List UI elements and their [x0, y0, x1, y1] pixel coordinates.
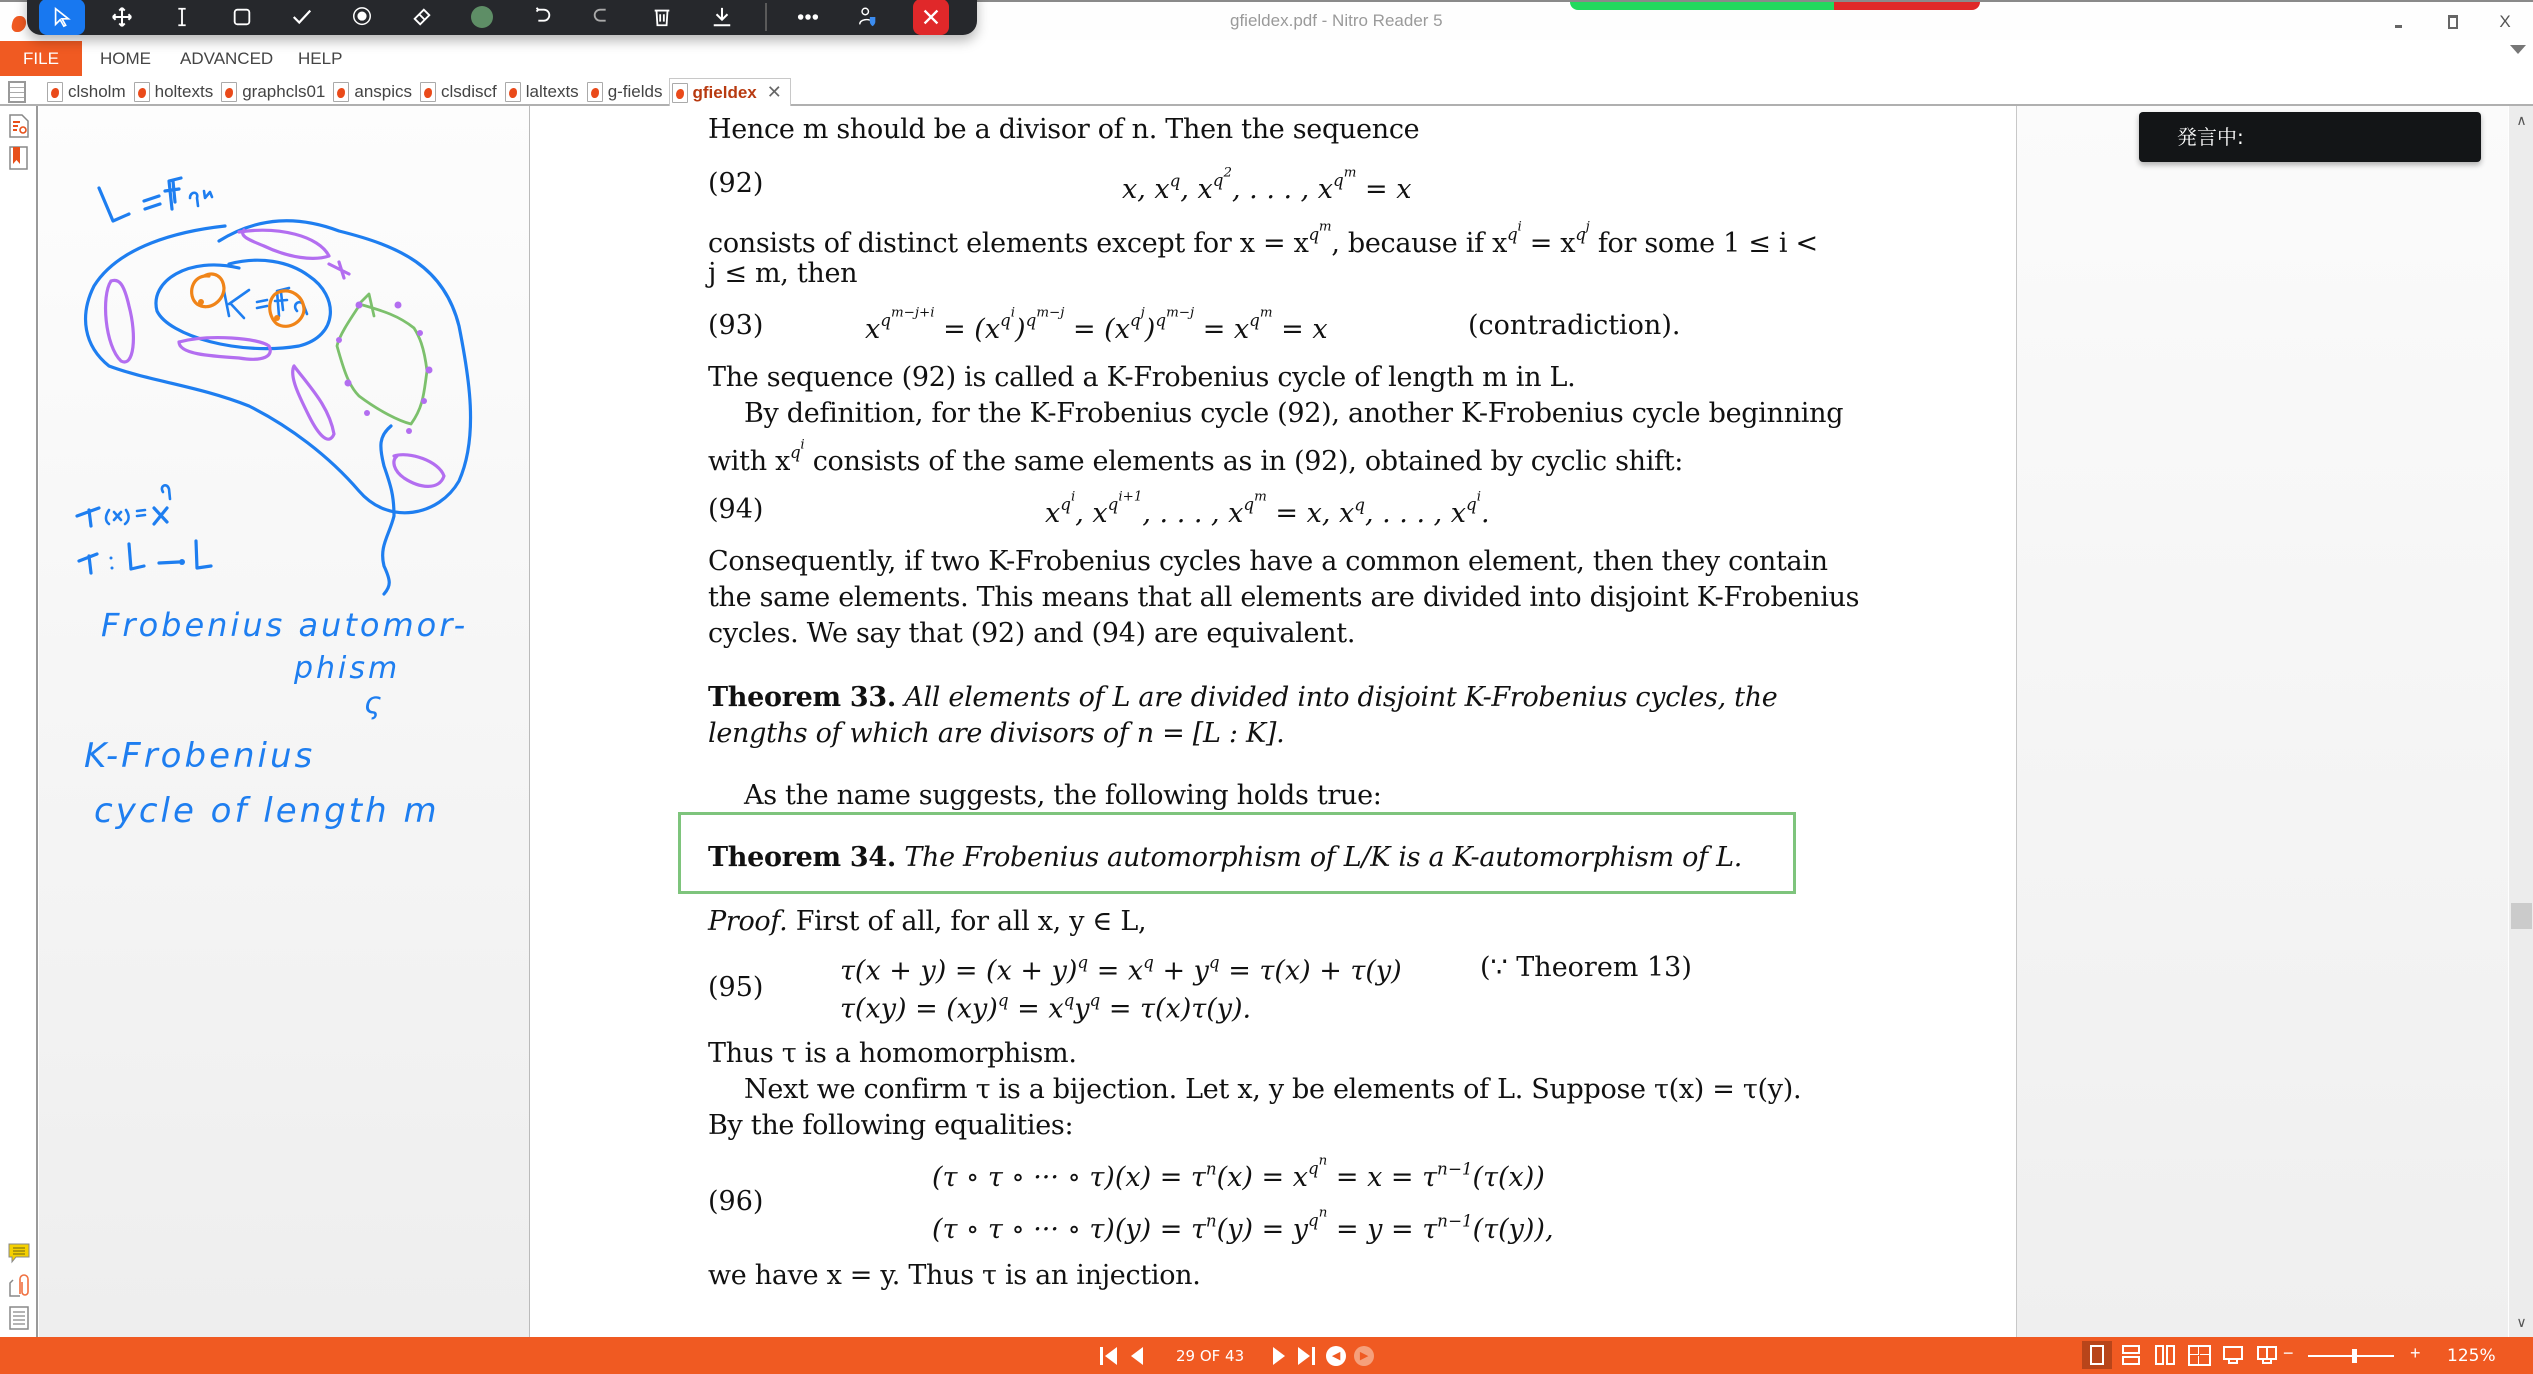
- ribbon-expand-icon[interactable]: [2510, 45, 2526, 54]
- pan-tool-button[interactable]: [99, 0, 145, 35]
- text-line: Next we confirm τ is a bijection. Let x, y be elements of L. Suppose τ(x) = τ(y).: [744, 1074, 1802, 1105]
- spotlight-tool-button[interactable]: [339, 0, 385, 35]
- eq95-a2: = x: [1088, 955, 1144, 987]
- previous-page-icon: [1130, 1347, 1144, 1365]
- text-line: Thus τ is a homomorphism.: [708, 1038, 1077, 1069]
- text-with: with x: [708, 446, 790, 478]
- close-icon: [920, 6, 942, 28]
- pdf-file-icon: [221, 82, 237, 102]
- equation-96-line2: (τ ∘ τ ∘ ··· ∘ $\tau)(y) = \tau^n(y) = y^{q^n} = y = \tau^{n-1}(\tau(y))$,: [932, 1206, 1554, 1246]
- tab-laltexts[interactable]: [503, 78, 585, 106]
- menu-bar: [0, 41, 2533, 76]
- close-icon: X: [2499, 12, 2511, 31]
- text-consists-same: consists of the same elements as in (92), obtained by cyclic shift:: [804, 446, 1684, 478]
- page-navigation: [1100, 1337, 1382, 1374]
- scroll-down-icon[interactable]: ∨: [2516, 1314, 2527, 1330]
- equation-number-92: (92): [708, 168, 764, 199]
- text-line: Consequently, if two K-Frobenius cycles have a common element, then they contain: [708, 546, 1828, 577]
- eq95-a3: + y: [1153, 955, 1209, 987]
- first-page-icon: [1100, 1347, 1120, 1365]
- attachments-icon[interactable]: [8, 1274, 30, 1298]
- text-line: As the name suggests, the following holds true:: [744, 780, 1382, 811]
- equation-93: $x^{q^{m-j+i}} = (x^{q^i})^{q^{m-j}} = (x^{q^j})^{q^{m-j}} = x^{q^m} = x$: [865, 306, 1328, 346]
- delete-button[interactable]: [639, 0, 685, 35]
- tab-label: g-fields: [607, 82, 663, 101]
- text-line: the same elements. This means that all elements are divided into disjoint K-Frobenius: [708, 582, 1860, 613]
- download-button[interactable]: [699, 0, 745, 35]
- close-tab-icon[interactable]: ✕: [766, 82, 782, 102]
- window-title: gfieldex.pdf - Nitro Reader 5: [1230, 11, 1443, 30]
- participants-button[interactable]: [845, 0, 891, 35]
- tab-g-fields[interactable]: [585, 78, 669, 106]
- tab-clsdiscf[interactable]: [418, 78, 503, 106]
- view-facing[interactable]: [2150, 1341, 2180, 1369]
- page-list-icon[interactable]: [8, 1306, 30, 1330]
- zoom-level[interactable]: 125%: [2447, 1346, 2496, 1366]
- tab-anspics[interactable]: [331, 78, 418, 106]
- theorem-34: [708, 842, 1742, 873]
- nitro-logo-icon: [10, 16, 27, 32]
- tab-clsholm[interactable]: [45, 78, 132, 106]
- left-sidebar: [0, 106, 38, 1337]
- eq95-b4: = τ(x)τ(y).: [1100, 993, 1252, 1025]
- document-tab-bar: [0, 78, 2533, 106]
- tab-label: holtexts: [154, 82, 214, 101]
- equation-number-93: (93): [708, 310, 764, 341]
- document-view[interactable]: [530, 106, 2508, 1337]
- text-line: By definition, for the K-Frobenius cycle (92), another K-Frobenius cycle beginning: [744, 398, 1844, 429]
- pdf-file-icon: [333, 82, 349, 102]
- theorem-34-label: Theorem 34.: [708, 842, 896, 873]
- theorem-34-text: The Frobenius automorphism of L/K is a K-automorphism of L.: [904, 842, 1742, 873]
- text-line: By the following equalities:: [708, 1110, 1074, 1141]
- whiteboard-panel[interactable]: [39, 106, 530, 1337]
- single-page-icon: [2090, 1345, 2104, 1365]
- shape-tool-button[interactable]: [219, 0, 265, 35]
- equation-number-94: (94): [708, 494, 764, 525]
- tab-holtexts[interactable]: [132, 78, 220, 106]
- note-s: ς: [364, 686, 385, 721]
- note-frobenius-automorphism: Frobenius automor-: [101, 606, 469, 644]
- tab-label: gfieldex: [692, 82, 757, 102]
- undo-button[interactable]: [519, 0, 565, 35]
- text-line: j ≤ m, then: [708, 258, 858, 289]
- theorem-33-continued: lengths of which are divisors of n = [L : K].: [708, 718, 1285, 749]
- zoom-slider[interactable]: [2308, 1355, 2394, 1357]
- undo-icon: [531, 6, 553, 28]
- menu-file[interactable]: FILE: [0, 41, 82, 76]
- eq96-b: (τ ∘ τ ∘ ··· ∘ τ)(y) = τ: [932, 1214, 1206, 1246]
- trash-icon: [651, 6, 673, 28]
- annotation-toolbar: [27, 0, 977, 35]
- tab-label: laltexts: [525, 82, 579, 101]
- pdf-file-icon: [587, 82, 603, 102]
- equation-95-reference: (∵ Theorem 13): [1480, 952, 1692, 983]
- redo-button[interactable]: [579, 0, 625, 35]
- eq95-b2: = x: [1008, 993, 1064, 1025]
- text-tool-button[interactable]: [159, 0, 205, 35]
- back-icon: ◀: [1331, 1350, 1341, 1362]
- maximize-icon: [2448, 15, 2458, 29]
- note-phism: phism: [294, 651, 401, 686]
- text-for-some: for some 1 ≤ i <: [1589, 228, 1818, 260]
- proof-label: Proof.: [708, 906, 788, 937]
- eraser-icon: [411, 6, 433, 28]
- minimize-icon: [2395, 25, 2402, 28]
- text-line: The sequence (92) is called a K-Frobenius cycle of length m in L.: [708, 362, 1576, 393]
- zoom-out-button[interactable]: −: [2283, 1343, 2294, 1363]
- tab-list-icon[interactable]: [8, 81, 26, 103]
- pdf-page: [530, 106, 2017, 1337]
- eq96-a2: (x) = x: [1216, 1162, 1308, 1194]
- theorem-33-text: All elements of L are divided into disjoint K-Frobenius cycles, the: [904, 682, 1778, 713]
- equation-number-96: (96): [708, 1186, 764, 1217]
- tab-label: anspics: [354, 82, 413, 101]
- recording-bar-red: [1834, 2, 1980, 10]
- color-picker-button[interactable]: [459, 0, 505, 35]
- tab-graphcls01[interactable]: [219, 78, 331, 106]
- equation-95-line2: $\tau(xy) = (xy)^q = x^qy^q = \tau(x)\tau(y)$.: [840, 990, 1252, 1025]
- view-continuous[interactable]: [2116, 1341, 2146, 1369]
- last-page-icon: [1296, 1347, 1316, 1365]
- pointer-icon: [51, 6, 73, 28]
- text-line: we have x = y. Thus τ is an injection.: [708, 1260, 1201, 1291]
- note-k-frobenius: K-Frobenius: [84, 736, 316, 776]
- pdf-file-icon: [134, 82, 150, 102]
- facing-continuous-icon: [2188, 1345, 2211, 1366]
- close-window-button[interactable]: [2492, 10, 2518, 34]
- pdf-file-icon: [420, 82, 436, 102]
- eq96-b4: (τ(y)),: [1472, 1214, 1554, 1246]
- maximize-button[interactable]: [2440, 10, 2466, 34]
- note-cycle-of-length: cycle of length m: [94, 791, 440, 831]
- text-cursor-icon: [171, 6, 193, 28]
- vertical-scrollbar[interactable]: [2508, 106, 2533, 1337]
- previous-page-button[interactable]: [1130, 1347, 1144, 1365]
- theorem-33: [708, 682, 1777, 713]
- forward-icon: ▶: [1359, 1350, 1369, 1362]
- presentation-icon: [2223, 1346, 2243, 1364]
- eq96-b2: (y) = y: [1216, 1214, 1309, 1246]
- equation-92: x, $x^q$, $x^{q^2}$, . . . , $x^{q^m} = x$: [1122, 166, 1412, 206]
- pdf-file-icon: [47, 82, 63, 102]
- eq96-a: (τ ∘ τ ∘ ··· ∘ τ)(x) = τ: [932, 1162, 1206, 1194]
- proof-start: [708, 906, 1146, 937]
- more-button[interactable]: [785, 0, 831, 35]
- menu-help[interactable]: HELP: [298, 49, 343, 68]
- text-line: with $x^{q^i}$ consists of the same elements as in (92), obtained by cyclic shift:: [708, 438, 1684, 478]
- text-line: [708, 114, 1419, 145]
- eq96-a4: (τ(x)): [1472, 1162, 1545, 1194]
- text-because: , because if x: [1331, 228, 1508, 260]
- status-bar: [0, 1337, 2533, 1374]
- tab-gfieldex[interactable]: [669, 78, 791, 108]
- menu-advanced[interactable]: ADVANCED: [180, 49, 274, 68]
- first-page-button[interactable]: [1100, 1347, 1120, 1365]
- continuous-icon: [2122, 1345, 2140, 1365]
- toolbar-separator: [765, 3, 767, 31]
- eq96-b3: = y = τ: [1327, 1214, 1438, 1246]
- zoom-in-button[interactable]: +: [2410, 1343, 2421, 1363]
- eq95-b3: y: [1074, 993, 1090, 1025]
- check-tool-button[interactable]: [279, 0, 325, 35]
- previous-view-button[interactable]: [1326, 1346, 1346, 1366]
- checkmark-icon: [291, 6, 313, 28]
- zoom-slider-knob[interactable]: [2352, 1349, 2357, 1363]
- page-indicator[interactable]: 29 OF 43: [1176, 1346, 1245, 1365]
- menu-home[interactable]: HOME: [100, 49, 151, 68]
- pdf-file-icon: [672, 83, 688, 103]
- comments-icon[interactable]: [8, 1241, 30, 1265]
- facing-icon: [2155, 1345, 2175, 1365]
- close-toolbar-button[interactable]: [913, 0, 949, 35]
- user-shield-icon: [857, 6, 879, 28]
- text-hence: Hence m should be a divisor of n. Then the sequence: [708, 114, 1420, 145]
- view-mode-buttons: [2082, 1341, 2286, 1369]
- equation-96-line1: (τ ∘ τ ∘ ··· ∘ $\tau)(x) = \tau^n(x) = x^{q^n} = x = \tau^{n-1}(\tau(x))$: [932, 1154, 1545, 1194]
- eq95-a4: = τ(x) + τ(y): [1219, 955, 1402, 987]
- more-icon: [797, 6, 819, 28]
- scroll-up-icon[interactable]: ∧: [2516, 112, 2527, 128]
- presentation-facing-icon: [2257, 1346, 2277, 1364]
- last-page-button[interactable]: [1296, 1347, 1316, 1365]
- move-icon: [111, 6, 133, 28]
- theorem-33-label: Theorem 33.: [708, 682, 896, 713]
- eraser-tool-button[interactable]: [399, 0, 445, 35]
- spotlight-icon: [351, 6, 373, 28]
- proof-text: First of all, for all x, y ∈ L,: [787, 906, 1147, 937]
- text-line: cycles. We say that (92) and (94) are equivalent.: [708, 618, 1356, 649]
- next-view-button[interactable]: [1354, 1346, 1374, 1366]
- recording-status-bar: [1570, 2, 1980, 10]
- download-icon: [711, 6, 733, 28]
- tab-label: clsholm: [68, 82, 126, 101]
- text-equals: = x: [1521, 228, 1576, 260]
- tabs: [45, 78, 791, 106]
- minimize-button[interactable]: [2385, 10, 2411, 34]
- eq95-a: τ(x + y) = (x + y): [840, 955, 1078, 987]
- recording-bar-green: [1570, 2, 1834, 10]
- scrollbar-thumb[interactable]: [2511, 903, 2532, 929]
- find-icon[interactable]: [8, 114, 30, 138]
- eq95-b: τ(xy) = (xy): [840, 993, 998, 1025]
- speaking-indicator-popup: 発言中:: [2139, 112, 2481, 162]
- select-tool-button[interactable]: [39, 0, 85, 35]
- tab-label: clsdiscf: [441, 82, 497, 101]
- next-page-button[interactable]: [1272, 1347, 1286, 1365]
- whiteboard-ink-drawing: [39, 106, 530, 1337]
- text-line: consists of distinct elements except for $x = x^{q^m}$, because if $x^{q^i} = x^{q^j}$ for some 1 ≤ i <: [708, 220, 1818, 260]
- view-single-page[interactable]: [2082, 1341, 2112, 1369]
- rectangle-icon: [231, 6, 253, 28]
- contradiction-note: (contradiction).: [1468, 310, 1681, 341]
- view-presentation-facing[interactable]: [2252, 1341, 2282, 1369]
- bookmark-icon[interactable]: [8, 146, 30, 170]
- equation-number-95: (95): [708, 972, 764, 1003]
- page-gutter: [2017, 106, 2508, 1337]
- view-presentation[interactable]: [2218, 1341, 2248, 1369]
- next-page-icon: [1272, 1347, 1286, 1365]
- pdf-file-icon: [505, 82, 521, 102]
- equation-95-line1: $\tau(x + y) = (x + y)^q = x^q + y^q = \tau(x) + \tau(y)$: [840, 952, 1402, 987]
- view-facing-continuous[interactable]: [2184, 1341, 2214, 1369]
- equation-94: $x^{q^i}$, $x^{q^{i+1}}$, . . . , $x^{q^m} = x$, $x^q$, . . . , $x^{q^i}$.: [1045, 490, 1490, 530]
- tab-label: graphcls01: [242, 82, 326, 101]
- redo-icon: [591, 6, 613, 28]
- eq96-a3: = x = τ: [1327, 1162, 1438, 1194]
- text-consists: consists of distinct elements except for x = x: [708, 228, 1309, 260]
- color-swatch-icon: [471, 6, 493, 28]
